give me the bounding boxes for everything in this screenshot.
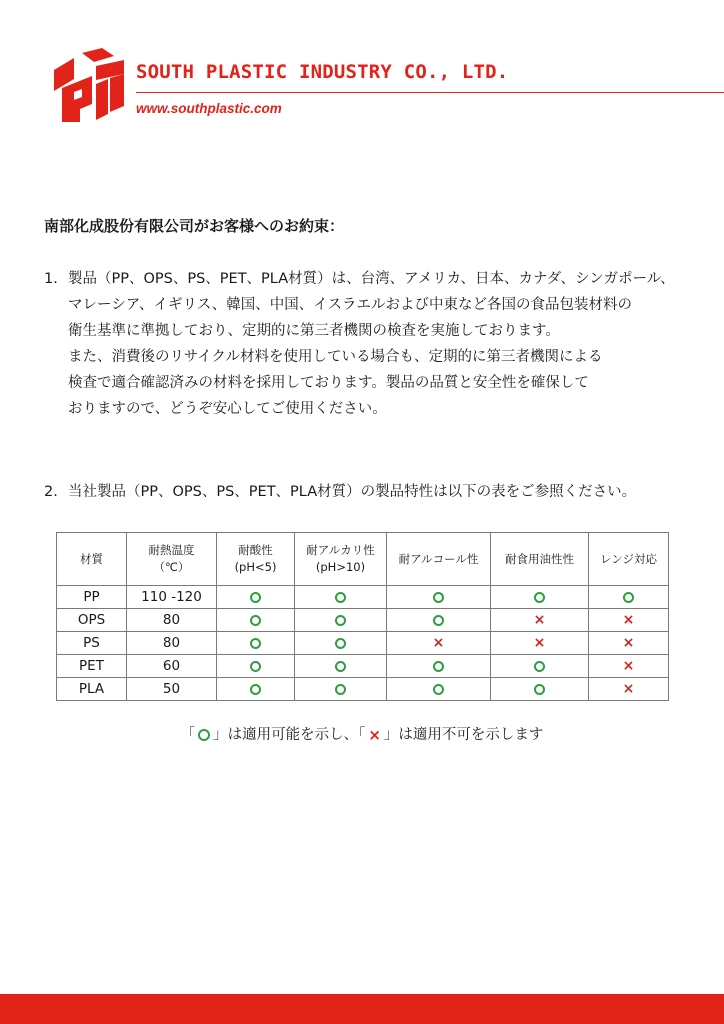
- property-cell: [387, 632, 491, 655]
- property-cell: [491, 678, 589, 701]
- material-cell: OPS: [57, 609, 127, 632]
- property-cell: [295, 655, 387, 678]
- property-cell: [387, 678, 491, 701]
- property-cell: [217, 609, 295, 632]
- table-body: [57, 586, 669, 701]
- table-row: [57, 609, 669, 632]
- circle-icon: [250, 592, 261, 603]
- circle-icon: [335, 661, 346, 672]
- circle-icon: [433, 661, 444, 672]
- circle-icon: [433, 592, 444, 603]
- item-line: 衛生基準に準拠しており、定期的に第三者機関の検査を実施しております。: [68, 323, 560, 339]
- item-number: 1.: [44, 271, 58, 287]
- property-cell: [295, 678, 387, 701]
- property-cell: [589, 678, 669, 701]
- header-alcohol-resistance: 耐アルコール性: [387, 533, 491, 586]
- legend-close-quote: 」: [213, 727, 228, 743]
- circle-icon: [433, 615, 444, 626]
- property-cell: [217, 586, 295, 609]
- item-line: マレーシア、イギリス、韓国、中国、イスラエルおよび中東など各国の食品包装材料の: [68, 297, 633, 313]
- header-material: 材質: [57, 533, 127, 586]
- material-cell: PET: [57, 655, 127, 678]
- cross-icon: ×: [622, 658, 635, 674]
- property-cell: [589, 655, 669, 678]
- company-name: SOUTH PLASTIC INDUSTRY CO., LTD.: [136, 61, 509, 83]
- material-cell: PS: [57, 632, 127, 655]
- legend-open-quote: 「: [358, 727, 366, 743]
- property-cell: [491, 655, 589, 678]
- property-cell: [589, 632, 669, 655]
- circle-icon: [433, 684, 444, 695]
- heat-resistance-cell: 110 -120: [127, 586, 217, 609]
- item-line: 製品（PP、OPS、PS、PET、PLA材質）は、台湾、アメリカ、日本、カナダ、シンガポール、: [68, 271, 675, 287]
- promise-item-2: [44, 479, 684, 505]
- header-heat-resistance: 耐熱温度 （℃）: [127, 533, 217, 586]
- material-properties-table: [56, 532, 669, 701]
- property-cell: [491, 632, 589, 655]
- legend-close-quote: 」: [383, 727, 399, 743]
- material-cell: PLA: [57, 678, 127, 701]
- table-row: [57, 678, 669, 701]
- heat-resistance-cell: 60: [127, 655, 217, 678]
- circle-icon: [335, 684, 346, 695]
- circle-icon: [335, 638, 346, 649]
- property-cell: [295, 586, 387, 609]
- table-row: [57, 655, 669, 678]
- page-heading: 南部化成股份有限公司がお客様へのお約束：: [44, 217, 345, 235]
- box-logo-icon: [52, 48, 126, 124]
- circle-icon: [534, 592, 545, 603]
- cross-icon: ×: [432, 635, 445, 651]
- header-alkali-resistance: 耐アルカリ性 (pH>10): [295, 533, 387, 586]
- property-cell: [387, 655, 491, 678]
- property-cell: [387, 586, 491, 609]
- property-cell: [295, 632, 387, 655]
- circle-icon: [335, 592, 346, 603]
- cross-icon: ×: [622, 681, 635, 697]
- circle-icon: [250, 615, 261, 626]
- table-row: [57, 632, 669, 655]
- website-link[interactable]: www.southplastic.com: [136, 101, 282, 116]
- circle-icon: [534, 684, 545, 695]
- header-divider: [136, 92, 724, 93]
- property-cell: [217, 655, 295, 678]
- footer-bar: [0, 994, 724, 1024]
- cross-icon: ×: [533, 612, 546, 628]
- promise-item-1: [44, 266, 684, 422]
- property-cell: [491, 586, 589, 609]
- heat-resistance-cell: 50: [127, 678, 217, 701]
- circle-icon: [250, 638, 261, 649]
- property-cell: [491, 609, 589, 632]
- item-number: 2.: [44, 484, 58, 500]
- item-line: また、消費後のリサイクル材料を使用している場合も、定期的に第三者機関による: [68, 349, 603, 365]
- cross-icon: ×: [622, 635, 635, 651]
- legend-open-quote: 「: [180, 727, 196, 743]
- cross-icon: ×: [622, 612, 635, 628]
- heat-resistance-cell: 80: [127, 609, 217, 632]
- item-line: 当社製品（PP、OPS、PS、PET、PLA材質）の製品特性は以下の表をご参照ください。: [68, 484, 637, 500]
- header-acid-resistance: 耐酸性 (pH<5): [217, 533, 295, 586]
- circle-icon: [335, 615, 346, 626]
- table-header-row: [57, 533, 669, 586]
- property-cell: [295, 609, 387, 632]
- circle-icon: [623, 592, 634, 603]
- circle-icon: [198, 729, 210, 741]
- material-cell: PP: [57, 586, 127, 609]
- circle-icon: [250, 684, 261, 695]
- header-oil-resistance: 耐食用油性性: [491, 533, 589, 586]
- circle-icon: [534, 661, 545, 672]
- legend-ng-text: は適用不可を示します: [398, 727, 544, 743]
- header-microwave-safe: レンジ対応: [589, 533, 669, 586]
- table-legend: [0, 723, 724, 744]
- property-cell: [217, 678, 295, 701]
- cross-icon: ×: [368, 725, 381, 744]
- property-cell: [589, 586, 669, 609]
- property-cell: [387, 609, 491, 632]
- heat-resistance-cell: 80: [127, 632, 217, 655]
- item-line: おりますので、どうぞ安心してご使用ください。: [68, 401, 387, 417]
- table-row: [57, 586, 669, 609]
- item-line: 検査で適合確認済みの材料を採用しております。製品の品質と安全性を確保して: [68, 375, 589, 391]
- property-cell: [217, 632, 295, 655]
- property-cell: [589, 609, 669, 632]
- legend-ok-text: は適用可能を示し、: [227, 727, 359, 743]
- cross-icon: ×: [533, 635, 546, 651]
- circle-icon: [250, 661, 261, 672]
